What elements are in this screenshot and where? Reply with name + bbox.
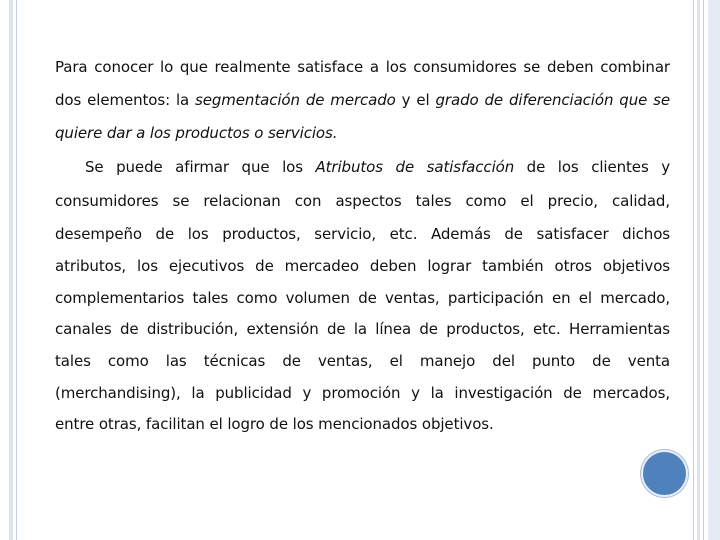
text-run: de los clientes y — [514, 158, 670, 176]
text-run: desempeño de los productos, servicio, etc. Además de satisfacer dichos — [55, 225, 670, 243]
italic-text-run: quiere dar a los productos o servicios. — [55, 124, 338, 142]
paragraph2-line7 — [55, 352, 670, 370]
text-run: entre otras, facilitan el logro de los mencionados objetivos. — [55, 415, 494, 433]
paragraph2-line6 — [55, 320, 670, 338]
paragraph2-line8 — [55, 384, 670, 402]
paragraph2-line1 — [85, 158, 670, 176]
text-run: canales de distribución, extensión de la línea de productos, etc. Herramientas — [55, 320, 670, 338]
right-border-band — [697, 0, 700, 540]
text-run: complementarios tales como volumen de ventas, participación en el mercado, — [55, 289, 670, 307]
paragraph2-line9 — [55, 415, 670, 433]
text-run: y el — [395, 91, 436, 109]
italic-term-atributos: Atributos de satisfacción — [315, 158, 515, 176]
right-border-line-2 — [703, 0, 704, 540]
right-border-margin — [708, 0, 720, 540]
paragraph1-line3 — [55, 124, 670, 142]
paragraph1-line2 — [55, 91, 670, 109]
text-run: dos elementos: la — [55, 91, 196, 109]
left-border-band — [9, 0, 13, 540]
text-run: atributos, los ejecutivos de mercadeo deben lograr también otros objetivos — [55, 257, 670, 275]
text-run: consumidores se relacionan con aspectos tales como el precio, calidad, — [55, 192, 670, 210]
text-run: (merchandising), la publicidad y promoción y la investigación de mercados, — [55, 384, 670, 402]
decorative-circle — [641, 450, 688, 497]
italic-term-segmentacion: segmentación de mercado — [195, 91, 396, 109]
left-border-line — [16, 0, 17, 540]
paragraph2-line5 — [55, 289, 670, 307]
paragraph2-line4 — [55, 257, 670, 275]
paragraph2-line2 — [55, 192, 670, 210]
paragraph2-line3 — [55, 225, 670, 243]
text-run: tales como las técnicas de ventas, el manejo del punto de venta — [55, 352, 670, 370]
italic-term-diferenciacion: grado de diferenciación que se — [435, 91, 670, 109]
paragraph1-line1 — [55, 58, 670, 76]
text-run: Se puede afirmar que los — [85, 158, 316, 176]
right-border-line — [693, 0, 694, 540]
text-run: Para conocer lo que realmente satisface a los consumidores se deben combinar — [55, 58, 670, 76]
